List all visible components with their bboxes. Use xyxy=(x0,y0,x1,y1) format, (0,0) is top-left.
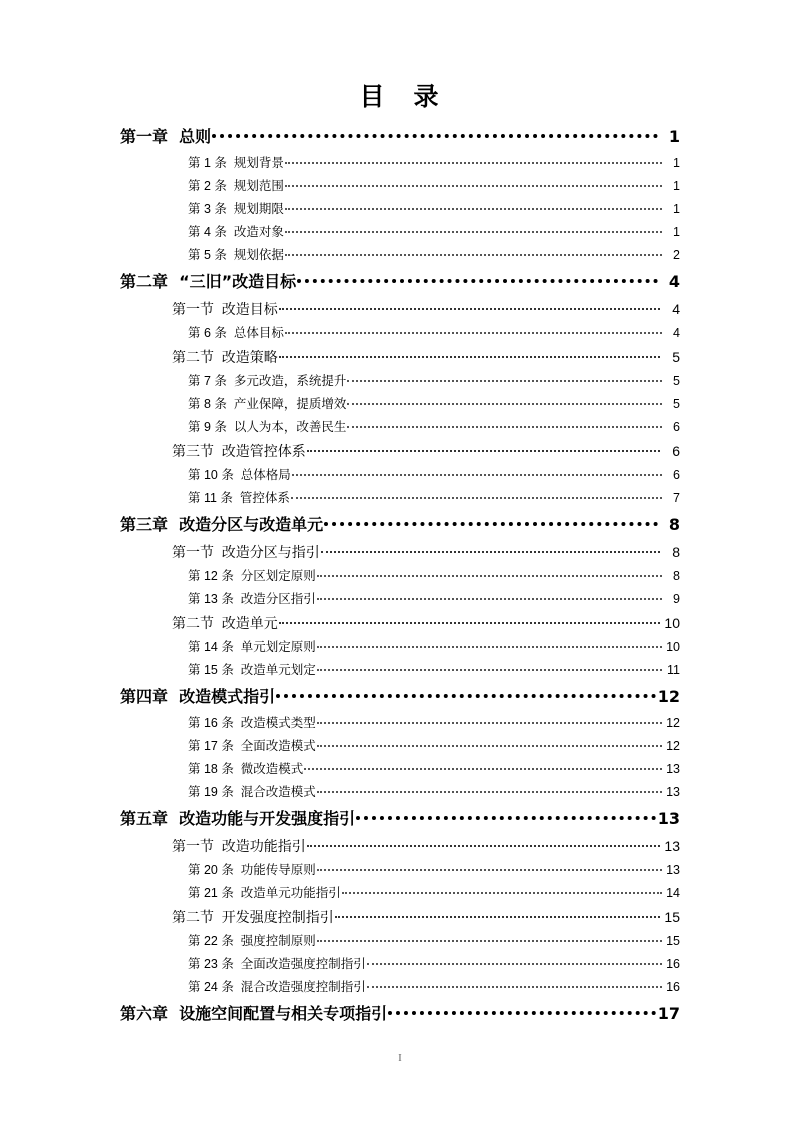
toc-leader-dots xyxy=(317,575,662,577)
toc-entry-label: 第五章 改造功能与开发强度指引 xyxy=(120,809,356,828)
toc-entry-label: 第 14 条 单元划定原则 xyxy=(188,640,316,654)
toc-entry-level-3[interactable] xyxy=(0,659,800,682)
toc-entry-level-3[interactable] xyxy=(0,487,800,510)
toc-leader-dots xyxy=(367,963,662,965)
toc-entry-page-number: 9 xyxy=(673,592,680,606)
toc-entry-label: 第一节 改造功能指引 xyxy=(172,838,306,854)
toc-leader-dots xyxy=(321,551,660,553)
toc-leader-dots xyxy=(212,134,658,138)
toc-entry-label: 第 21 条 改造单元功能指引 xyxy=(188,886,341,900)
toc-entry-page-number: 10 xyxy=(664,615,680,631)
toc-leader-dots xyxy=(291,497,662,499)
toc-entry-level-3[interactable] xyxy=(0,565,800,588)
toc-entry-label: 第 6 条 总体目标 xyxy=(188,326,284,340)
toc-entry-level-3[interactable] xyxy=(0,953,800,976)
toc-entry-page-number: 4 xyxy=(672,301,680,317)
toc-entry-label: 第三节 改造管控体系 xyxy=(172,443,306,459)
toc-entry-level-1[interactable] xyxy=(0,682,800,712)
toc-leader-dots xyxy=(317,745,662,747)
toc-entry-label: 第 15 条 改造单元划定 xyxy=(188,663,316,677)
toc-entry-label: 第 23 条 全面改造强度控制指引 xyxy=(188,957,366,971)
toc-entry-level-3[interactable] xyxy=(0,244,800,267)
toc-entry-label: 第 18 条 微改造模式 xyxy=(188,762,304,776)
toc-entry-label: 第 10 条 总体格局 xyxy=(188,468,291,482)
toc-leader-dots xyxy=(285,254,662,256)
toc-entry-level-3[interactable] xyxy=(0,882,800,905)
toc-leader-dots xyxy=(347,403,662,405)
toc-entry-level-3[interactable] xyxy=(0,758,800,781)
toc-leader-dots xyxy=(317,940,662,942)
toc-entry-level-3[interactable] xyxy=(0,175,800,198)
toc-entry-level-3[interactable] xyxy=(0,976,800,999)
toc-entry-label: 第 19 条 混合改造模式 xyxy=(188,785,316,799)
toc-leader-dots xyxy=(304,768,662,770)
toc-leader-dots xyxy=(317,791,662,793)
toc-leader-dots xyxy=(335,916,660,918)
toc-leader-dots xyxy=(356,816,656,820)
toc-entry-level-2[interactable] xyxy=(0,540,800,565)
toc-entry-level-1[interactable] xyxy=(0,804,800,834)
toc-entry-label: 第二节 改造单元 xyxy=(172,615,278,631)
toc-entry-page-number: 5 xyxy=(673,374,680,388)
toc-leader-dots xyxy=(297,279,658,283)
toc-leader-dots xyxy=(292,474,662,476)
toc-entry-level-1[interactable] xyxy=(0,999,800,1029)
toc-entry-label: 第 4 条 改造对象 xyxy=(188,225,284,239)
toc-leader-dots xyxy=(317,598,662,600)
toc-entry-page-number: 7 xyxy=(673,491,680,505)
toc-entry-page-number: 6 xyxy=(673,420,680,434)
toc-leader-dots xyxy=(388,1011,656,1015)
toc-entry-label: 第 22 条 强度控制原则 xyxy=(188,934,316,948)
toc-entry-level-3[interactable] xyxy=(0,588,800,611)
table-of-contents xyxy=(0,122,800,1029)
toc-entry-level-3[interactable] xyxy=(0,370,800,393)
toc-entry-level-1[interactable] xyxy=(0,122,800,152)
toc-entry-page-number: 8 xyxy=(668,515,680,534)
toc-leader-dots xyxy=(307,450,660,452)
toc-leader-dots xyxy=(367,986,662,988)
toc-entry-level-2[interactable] xyxy=(0,297,800,322)
toc-entry-label: 第三章 改造分区与改造单元 xyxy=(120,515,324,534)
toc-entry-label: 第 16 条 改造模式类型 xyxy=(188,716,316,730)
toc-entry-label: 第 9 条 以人为本，改善民生 xyxy=(188,420,347,434)
toc-entry-page-number: 13 xyxy=(666,863,680,877)
toc-entry-label: 第 17 条 全面改造模式 xyxy=(188,739,316,753)
toc-entry-level-2[interactable] xyxy=(0,439,800,464)
toc-entry-page-number: 5 xyxy=(672,349,680,365)
toc-entry-label: 第 11 条 管控体系 xyxy=(188,491,290,505)
toc-entry-level-3[interactable] xyxy=(0,735,800,758)
toc-entry-level-3[interactable] xyxy=(0,152,800,175)
toc-entry-label: 第 13 条 改造分区指引 xyxy=(188,592,316,606)
toc-entry-page-number: 1 xyxy=(673,225,680,239)
toc-entry-page-number: 12 xyxy=(666,716,680,730)
toc-entry-level-2[interactable] xyxy=(0,345,800,370)
toc-entry-label: 第 2 条 规划范围 xyxy=(188,179,284,193)
toc-leader-dots xyxy=(285,332,662,334)
toc-entry-page-number: 12 xyxy=(666,739,680,753)
toc-entry-page-number: 13 xyxy=(657,809,680,828)
toc-leader-dots xyxy=(285,185,662,187)
toc-entry-page-number: 15 xyxy=(664,909,680,925)
toc-entry-level-3[interactable] xyxy=(0,198,800,221)
toc-leader-dots xyxy=(285,208,662,210)
toc-entry-label: 第六章 设施空间配置与相关专项指引 xyxy=(120,1004,388,1023)
toc-leader-dots xyxy=(342,892,662,894)
toc-entry-page-number: 1 xyxy=(668,127,680,146)
toc-entry-label: 第 5 条 规划依据 xyxy=(188,248,284,262)
toc-entry-page-number: 1 xyxy=(673,156,680,170)
toc-entry-label: 第一章 总则 xyxy=(120,127,212,146)
toc-entry-page-number: 16 xyxy=(666,957,680,971)
page-title: 目 录 xyxy=(359,82,441,111)
toc-entry-level-2[interactable] xyxy=(0,905,800,930)
toc-entry-page-number: 16 xyxy=(666,980,680,994)
toc-entry-label: 第 7 条 多元改造，系统提升 xyxy=(188,374,347,388)
toc-entry-page-number: 8 xyxy=(673,569,680,583)
toc-entry-page-number: 11 xyxy=(667,663,680,677)
toc-entry-level-2[interactable] xyxy=(0,834,800,859)
toc-entry-label: 第二节 改造策略 xyxy=(172,349,278,365)
toc-entry-level-1[interactable] xyxy=(0,267,800,297)
toc-entry-page-number: 4 xyxy=(668,272,680,291)
toc-entry-label: 第 8 条 产业保障，提质增效 xyxy=(188,397,347,411)
toc-leader-dots xyxy=(279,308,660,310)
toc-entry-label: 第 12 条 分区划定原则 xyxy=(188,569,316,583)
toc-entry-page-number: 4 xyxy=(673,326,680,340)
toc-entry-level-3[interactable] xyxy=(0,464,800,487)
toc-entry-level-3[interactable] xyxy=(0,393,800,416)
toc-entry-page-number: 2 xyxy=(673,248,680,262)
toc-leader-dots xyxy=(317,722,662,724)
toc-leader-dots xyxy=(285,162,662,164)
toc-entry-label: 第 20 条 功能传导原则 xyxy=(188,863,316,877)
toc-entry-level-1[interactable] xyxy=(0,510,800,540)
toc-entry-level-3[interactable] xyxy=(0,636,800,659)
toc-entry-label: 第 3 条 规划期限 xyxy=(188,202,284,216)
toc-entry-label: 第二节 开发强度控制指引 xyxy=(172,909,334,925)
toc-entry-level-3[interactable] xyxy=(0,712,800,735)
toc-leader-dots xyxy=(276,694,656,698)
toc-entry-page-number: 1 xyxy=(673,179,680,193)
toc-entry-page-number: 5 xyxy=(673,397,680,411)
toc-entry-label: 第四章 改造模式指引 xyxy=(120,687,276,706)
toc-leader-dots xyxy=(279,622,660,624)
toc-leader-dots xyxy=(317,646,662,648)
toc-entry-label: 第二章 “三旧”改造目标 xyxy=(120,272,297,291)
toc-entry-page-number: 13 xyxy=(664,838,680,854)
toc-entry-level-3[interactable] xyxy=(0,859,800,882)
toc-entry-page-number: 6 xyxy=(672,443,680,459)
toc-entry-page-number: 1 xyxy=(673,202,680,216)
toc-entry-page-number: 17 xyxy=(657,1004,680,1023)
toc-entry-page-number: 8 xyxy=(672,544,680,560)
toc-entry-page-number: 13 xyxy=(666,785,680,799)
toc-entry-page-number: 10 xyxy=(666,640,680,654)
page-number-footer: I xyxy=(398,1052,402,1064)
toc-entry-page-number: 15 xyxy=(666,934,680,948)
toc-leader-dots xyxy=(317,869,662,871)
toc-entry-label: 第 1 条 规划背景 xyxy=(188,156,284,170)
toc-entry-page-number: 6 xyxy=(673,468,680,482)
toc-entry-label: 第一节 改造分区与指引 xyxy=(172,544,320,560)
toc-entry-level-2[interactable] xyxy=(0,611,800,636)
toc-entry-label: 第 24 条 混合改造强度控制指引 xyxy=(188,980,366,994)
toc-leader-dots xyxy=(317,669,662,671)
toc-entry-page-number: 14 xyxy=(666,886,680,900)
toc-leader-dots xyxy=(347,380,662,382)
toc-leader-dots xyxy=(347,426,662,428)
toc-entry-page-number: 13 xyxy=(666,762,680,776)
toc-entry-level-3[interactable] xyxy=(0,781,800,804)
toc-entry-label: 第一节 改造目标 xyxy=(172,301,278,317)
toc-entry-level-3[interactable] xyxy=(0,221,800,244)
toc-leader-dots xyxy=(324,522,658,526)
toc-entry-level-3[interactable] xyxy=(0,930,800,953)
toc-leader-dots xyxy=(285,231,662,233)
toc-entry-level-3[interactable] xyxy=(0,322,800,345)
toc-leader-dots xyxy=(307,845,660,847)
toc-leader-dots xyxy=(279,356,660,358)
toc-entry-page-number: 12 xyxy=(657,687,680,706)
toc-entry-level-3[interactable] xyxy=(0,416,800,439)
